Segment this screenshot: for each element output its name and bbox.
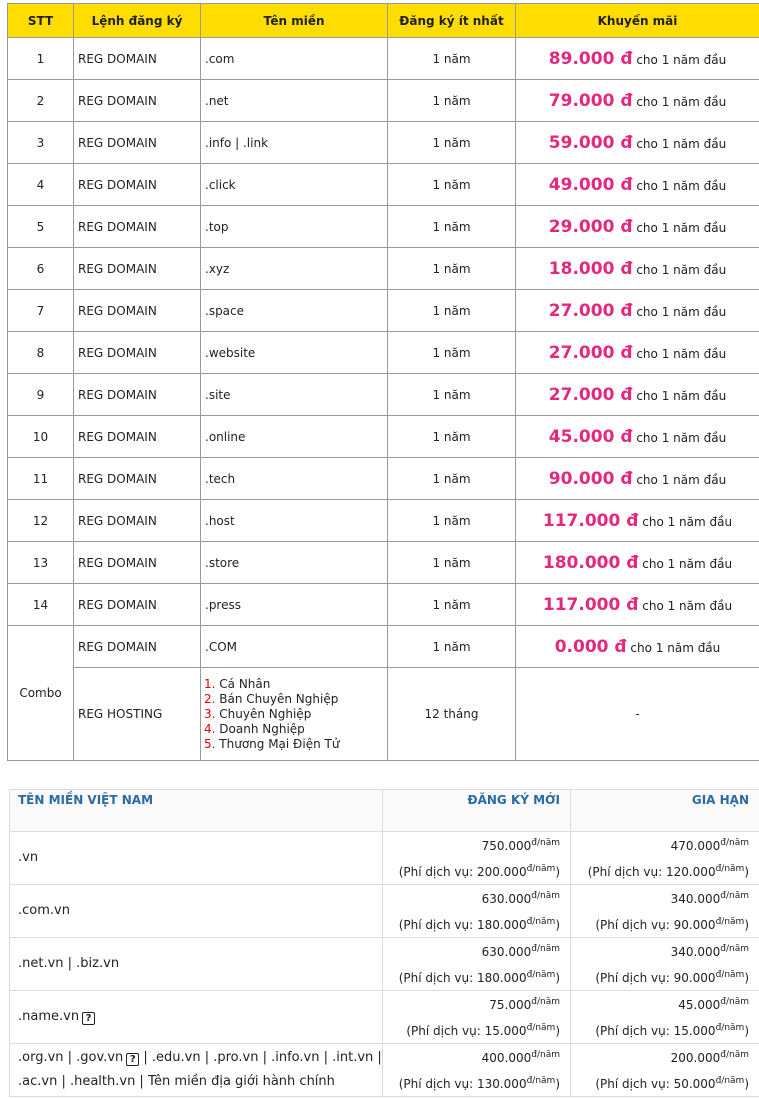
- vn-domain-table: [9, 789, 759, 1097]
- table-row: [10, 938, 759, 991]
- row-price-suffix: cho 1 năm đầu: [636, 430, 727, 445]
- row-promotion: [516, 248, 759, 290]
- row-price: 49.000 đ: [548, 174, 633, 195]
- row-price: 59.000 đ: [548, 132, 633, 153]
- row-domain: .online: [201, 416, 388, 458]
- row-stt: 3: [8, 122, 74, 164]
- row-domain: .tech: [201, 458, 388, 500]
- combo-command: REG DOMAIN: [74, 626, 201, 668]
- row-command: REG DOMAIN: [74, 332, 201, 374]
- row-command: REG DOMAIN: [74, 248, 201, 290]
- row-stt: 12: [8, 500, 74, 542]
- row-domain: .top: [201, 206, 388, 248]
- hosting-plan-item: 2. Bán Chuyên Nghiệp: [204, 691, 339, 706]
- row-promotion: [516, 290, 759, 332]
- combo-domain: .COM: [201, 626, 388, 668]
- row-promotion: [516, 458, 759, 500]
- row-stt: 8: [8, 332, 74, 374]
- vn-header-new: ĐĂNG KÝ MỚI: [383, 790, 571, 832]
- row-min-term: 1 năm: [388, 542, 516, 584]
- header-domain: Tên miền: [201, 4, 388, 38]
- row-min-term: 1 năm: [388, 458, 516, 500]
- row-domain: .net: [201, 80, 388, 122]
- row-price: 79.000 đ: [548, 90, 633, 111]
- header-min-term: Đăng ký ít nhất: [388, 4, 516, 38]
- row-command: REG DOMAIN: [74, 164, 201, 206]
- vn-new-price-cell: $400.000^{đ/năm}$ (Phí dịch vụ: $130.000^{đ/năm}$): [383, 1044, 571, 1097]
- row-min-term: 1 năm: [388, 80, 516, 122]
- hosting-command: REG HOSTING: [74, 668, 201, 761]
- table-row: [8, 374, 759, 416]
- help-icon[interactable]: ?: [126, 1053, 139, 1066]
- vn-renew-price-cell: $470.000^{đ/năm}$ (Phí dịch vụ: $120.000^{đ/năm}$): [571, 832, 759, 885]
- row-domain: .press: [201, 584, 388, 626]
- row-price: 117.000 đ: [542, 510, 639, 531]
- table-row: [10, 885, 759, 938]
- row-promotion: [516, 500, 759, 542]
- vn-domain-name: .net.vn | .biz.vn: [10, 938, 383, 991]
- row-command: REG DOMAIN: [74, 122, 201, 164]
- promo-header-row: [8, 4, 759, 38]
- row-domain: .website: [201, 332, 388, 374]
- table-row: [8, 80, 759, 122]
- vn-new-price-cell: $750.000^{đ/năm}$ (Phí dịch vụ: $200.000^{đ/năm}$): [383, 832, 571, 885]
- row-price-suffix: cho 1 năm đầu: [636, 136, 727, 151]
- row-price-suffix: cho 1 năm đầu: [636, 304, 727, 319]
- combo-min-term: 1 năm: [388, 626, 516, 668]
- row-domain: .click: [201, 164, 388, 206]
- vn-header-row: [10, 790, 759, 832]
- header-promotion: Khuyến mãi: [516, 4, 759, 38]
- row-min-term: 1 năm: [388, 416, 516, 458]
- vn-renew-price-cell: $340.000^{đ/năm}$ (Phí dịch vụ: $90.000^{đ/năm}$): [571, 885, 759, 938]
- vn-domain-name: .com.vn: [10, 885, 383, 938]
- row-stt: 2: [8, 80, 74, 122]
- row-price-suffix: cho 1 năm đầu: [636, 346, 727, 361]
- promo-domain-table: [7, 3, 759, 761]
- table-row: [8, 164, 759, 206]
- vn-domain-name: .vn: [10, 832, 383, 885]
- vn-new-price-cell: $75.000^{đ/năm}$ (Phí dịch vụ: $15.000^{đ/năm}$): [383, 991, 571, 1044]
- combo-domain-row: [8, 626, 759, 668]
- row-price-suffix: cho 1 năm đầu: [636, 388, 727, 403]
- combo-promotion: [516, 626, 759, 668]
- row-command: REG DOMAIN: [74, 206, 201, 248]
- row-price-suffix: cho 1 năm đầu: [636, 178, 727, 193]
- vn-new-price-cell: $630.000^{đ/năm}$ (Phí dịch vụ: $180.000^{đ/năm}$): [383, 938, 571, 991]
- row-stt: 14: [8, 584, 74, 626]
- combo-label: Combo: [8, 626, 74, 761]
- row-price-suffix: cho 1 năm đầu: [636, 52, 727, 67]
- vn-domain-name-cell: [10, 1044, 383, 1097]
- row-domain: .space: [201, 290, 388, 332]
- row-promotion: [516, 374, 759, 416]
- row-price: 117.000 đ: [542, 594, 639, 615]
- table-row: [10, 832, 759, 885]
- row-stt: 11: [8, 458, 74, 500]
- table-row: [8, 122, 759, 164]
- combo-price-suffix: cho 1 năm đầu: [630, 640, 721, 655]
- help-icon[interactable]: ?: [82, 1012, 95, 1025]
- row-price: 27.000 đ: [548, 384, 633, 405]
- table-row: [8, 500, 759, 542]
- vn-renew-price-cell: $45.000^{đ/năm}$ (Phí dịch vụ: $15.000^{đ/năm}$): [571, 991, 759, 1044]
- hosting-plan-item: 5. Thương Mại Điện Tử: [204, 736, 340, 751]
- hosting-plan-item: 4. Doanh Nghiệp: [204, 721, 305, 736]
- vn-header-renew: GIA HẠN: [571, 790, 759, 832]
- combo-price: 0.000 đ: [554, 636, 627, 657]
- row-min-term: 1 năm: [388, 332, 516, 374]
- row-command: REG DOMAIN: [74, 290, 201, 332]
- vn-domain-name-cell: [10, 991, 383, 1044]
- row-price: 18.000 đ: [548, 258, 633, 279]
- header-stt: STT: [8, 4, 74, 38]
- row-price-suffix: cho 1 năm đầu: [642, 556, 733, 571]
- table-row: [8, 206, 759, 248]
- row-promotion: [516, 122, 759, 164]
- row-promotion: [516, 584, 759, 626]
- row-domain: .com: [201, 38, 388, 80]
- table-row: [8, 542, 759, 584]
- row-price: 180.000 đ: [542, 552, 639, 573]
- row-stt: 13: [8, 542, 74, 584]
- row-stt: 9: [8, 374, 74, 416]
- row-command: REG DOMAIN: [74, 542, 201, 584]
- hosting-plan-item: 1. Cá Nhân: [204, 676, 271, 691]
- row-domain: .site: [201, 374, 388, 416]
- row-price-suffix: cho 1 năm đầu: [636, 220, 727, 235]
- row-min-term: 1 năm: [388, 248, 516, 290]
- row-promotion: [516, 542, 759, 584]
- row-domain: .store: [201, 542, 388, 584]
- row-price: 45.000 đ: [548, 426, 633, 447]
- row-promotion: [516, 206, 759, 248]
- row-min-term: 1 năm: [388, 374, 516, 416]
- row-stt: 5: [8, 206, 74, 248]
- vn-domain-name-rest: | .edu.vn | .pro.vn | .info.vn | .int.vn | .ac.vn | .health.vn | Tên miền địa giới hành chính: [18, 1050, 382, 1089]
- row-promotion: [516, 80, 759, 122]
- row-stt: 7: [8, 290, 74, 332]
- row-price: 29.000 đ: [548, 216, 633, 237]
- combo-hosting-row: [8, 668, 759, 761]
- vn-new-price-cell: $630.000^{đ/năm}$ (Phí dịch vụ: $180.000^{đ/năm}$): [383, 885, 571, 938]
- row-price-suffix: cho 1 năm đầu: [636, 94, 727, 109]
- row-promotion: [516, 38, 759, 80]
- header-command: Lệnh đăng ký: [74, 4, 201, 38]
- row-min-term: 1 năm: [388, 164, 516, 206]
- table-row: [8, 458, 759, 500]
- row-promotion: [516, 416, 759, 458]
- table-row: [8, 332, 759, 374]
- hosting-price: -: [516, 668, 759, 761]
- hosting-min-term: 12 tháng: [388, 668, 516, 761]
- vn-renew-price-cell: $340.000^{đ/năm}$ (Phí dịch vụ: $90.000^{đ/năm}$): [571, 938, 759, 991]
- table-row: [8, 584, 759, 626]
- hosting-plans-cell: [201, 668, 388, 761]
- row-domain: .info | .link: [201, 122, 388, 164]
- row-price: 89.000 đ: [548, 48, 633, 69]
- row-command: REG DOMAIN: [74, 416, 201, 458]
- row-domain: .host: [201, 500, 388, 542]
- vn-renew-price-cell: $200.000^{đ/năm}$ (Phí dịch vụ: $50.000^{đ/năm}$): [571, 1044, 759, 1097]
- row-price: 90.000 đ: [548, 468, 633, 489]
- row-price: 27.000 đ: [548, 300, 633, 321]
- row-command: REG DOMAIN: [74, 38, 201, 80]
- row-domain: .xyz: [201, 248, 388, 290]
- row-min-term: 1 năm: [388, 500, 516, 542]
- row-min-term: 1 năm: [388, 290, 516, 332]
- row-command: REG DOMAIN: [74, 374, 201, 416]
- row-price-suffix: cho 1 năm đầu: [642, 514, 733, 529]
- table-row: [8, 416, 759, 458]
- row-price-suffix: cho 1 năm đầu: [636, 262, 727, 277]
- row-command: REG DOMAIN: [74, 80, 201, 122]
- row-stt: 10: [8, 416, 74, 458]
- row-command: REG DOMAIN: [74, 500, 201, 542]
- row-command: REG DOMAIN: [74, 458, 201, 500]
- row-stt: 4: [8, 164, 74, 206]
- table-row: [8, 38, 759, 80]
- row-stt: 6: [8, 248, 74, 290]
- row-price-suffix: cho 1 năm đầu: [636, 472, 727, 487]
- row-price: 27.000 đ: [548, 342, 633, 363]
- vn-header-name: TÊN MIỀN VIỆT NAM: [10, 790, 383, 832]
- vn-domain-name: .org.vn | .gov.vn: [18, 1050, 124, 1065]
- row-min-term: 1 năm: [388, 584, 516, 626]
- row-min-term: 1 năm: [388, 38, 516, 80]
- hosting-plan-item: 3. Chuyên Nghiệp: [204, 706, 312, 721]
- row-promotion: [516, 332, 759, 374]
- table-row: [10, 1044, 759, 1097]
- table-row: [8, 290, 759, 332]
- row-price-suffix: cho 1 năm đầu: [642, 598, 733, 613]
- row-min-term: 1 năm: [388, 122, 516, 164]
- row-promotion: [516, 164, 759, 206]
- row-command: REG DOMAIN: [74, 584, 201, 626]
- row-stt: 1: [8, 38, 74, 80]
- hosting-plan-list: [201, 677, 387, 752]
- vn-domain-name: .name.vn: [18, 1009, 80, 1024]
- table-row: [8, 248, 759, 290]
- row-min-term: 1 năm: [388, 206, 516, 248]
- table-row: [10, 991, 759, 1044]
